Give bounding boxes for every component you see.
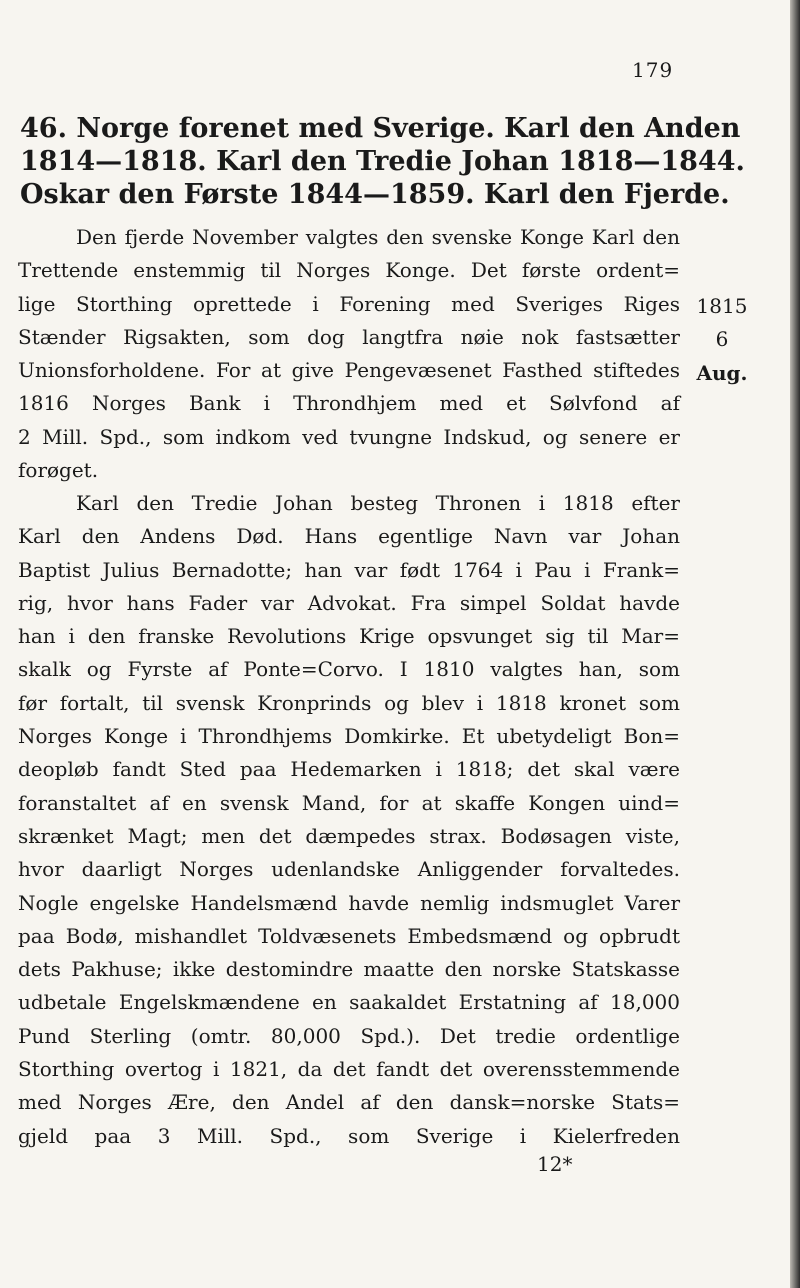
text-line: lige Storthing oprettede i Forening med Sveriges Riges xyxy=(18,291,680,316)
heading-line: Oskar den Første 1844—1859. Karl den Fjerde. xyxy=(20,179,730,210)
text-line: med Norges Ære, den Andel af den dansk=norske Stats= xyxy=(18,1090,680,1115)
text-line: før fortalt, til svensk Kronprinds og blev i 1818 kronet som xyxy=(18,690,680,715)
text-line: Nogle engelske Handelsmænd havde nemlig indsmuglet Varer xyxy=(18,890,680,915)
text-line: skalk og Fyrste af Ponte=Corvo. I 1810 valgtes han, som xyxy=(18,657,680,682)
text-line: paa Bodø, mishandlet Toldvæsenets Embedsmænd og opbrudt xyxy=(18,923,680,948)
text-line: forøget. xyxy=(18,458,99,483)
text-line: rig, hvor hans Fader var Advokat. Fra simpel Soldat havde xyxy=(18,590,680,615)
text-line: Karl den Andens Død. Hans egentlige Navn var Johan xyxy=(18,524,680,549)
text-line: Den fjerde November valgtes den svenske Konge Karl den xyxy=(76,225,680,249)
margin-note-date xyxy=(692,290,752,390)
margin-month: Aug. xyxy=(696,360,748,385)
heading-line: 46. Norge forenet med Sverige. Karl den Anden xyxy=(20,113,741,144)
paragraph-2 xyxy=(18,487,680,1153)
text-line: 2 Mill. Spd., som indkom ved tvungne Indskud, og senere er xyxy=(18,424,680,449)
text-line: dets Pakhuse; ikke destomindre maatte den norske Statskasse xyxy=(18,957,680,982)
margin-year: 1815 xyxy=(696,294,748,318)
text-line: skrænket Magt; men det dæmpedes strax. Bodøsagen viste, xyxy=(18,823,680,848)
paragraph-1 xyxy=(18,221,680,487)
page-number: 179 xyxy=(632,58,674,82)
margin-day: 6 xyxy=(715,327,729,352)
text-line: Stænder Rigsakten, som dog langtfra nøie nok fastsætter xyxy=(18,324,680,349)
text-line: Pund Sterling (omtr. 80,000 Spd.). Det tredie ordentlige xyxy=(18,1023,680,1048)
text-line: Baptist Julius Bernadotte; han var født 1764 i Pau i Frank= xyxy=(18,557,680,582)
text-line: Unionsforholdene. For at give Pengevæsenet Fasthed stiftedes xyxy=(18,358,680,383)
text-line: gjeld paa 3 Mill. Spd., som Sverige i Kielerfreden xyxy=(18,1123,680,1148)
page-edge-shadow xyxy=(790,0,800,1288)
text-line: deopløb fandt Sted paa Hedemarken i 1818; det skal være xyxy=(18,757,680,782)
text-line: Karl den Tredie Johan besteg Thronen i 1818 efter xyxy=(76,491,680,515)
text-line: han i den franske Revolutions Krige opsvunget sig til Mar= xyxy=(18,624,680,649)
text-line: Storthing overtog i 1821, da det fandt det overensstemmende xyxy=(18,1057,680,1082)
section-heading xyxy=(20,112,745,211)
text-line: Norges Konge i Throndhjems Domkirke. Et ubetydeligt Bon= xyxy=(18,724,680,749)
text-line: foranstaltet af en svensk Mand, for at skaffe Kongen uind= xyxy=(18,790,680,815)
text-line: 1816 Norges Bank i Throndhjem med et Sølvfond af xyxy=(18,391,680,416)
text-line: udbetale Engelskmændene en saakaldet Erstatning af 18,000 xyxy=(18,990,680,1015)
text-line: Trettende enstemmig til Norges Konge. Det første ordent= xyxy=(18,258,680,283)
heading-line: 1814—1818. Karl den Tredie Johan 1818—1844. xyxy=(20,146,745,177)
text-line: hvor daarligt Norges udenlandske Anliggender forvaltedes. xyxy=(18,857,680,882)
signature-mark: 12* xyxy=(537,1152,573,1176)
